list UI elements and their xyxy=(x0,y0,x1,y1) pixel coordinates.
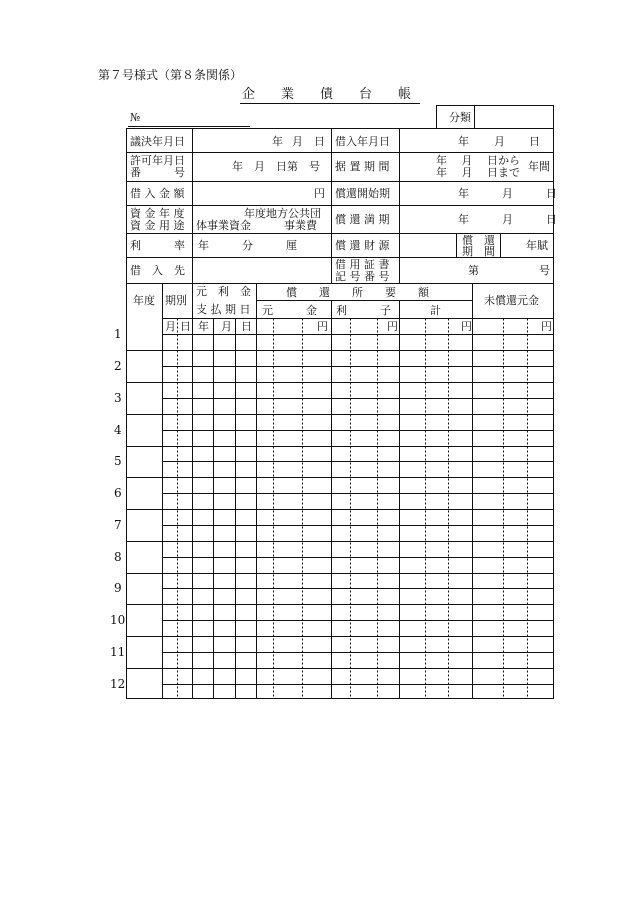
unit-yen-unpaid: 円 xyxy=(541,320,552,333)
repay-start-units: 年 月 日 xyxy=(458,187,557,200)
row-number: 7 xyxy=(114,518,122,532)
unit-month-2: 月 xyxy=(221,320,232,333)
bond-dai: 第 xyxy=(468,264,479,277)
row-number: 9 xyxy=(114,581,122,595)
resolution-day-unit: 日 xyxy=(314,135,325,148)
grace-to: 年 月 日まで xyxy=(436,166,520,179)
bond-label-2: 記 号 番 号 xyxy=(335,270,390,283)
resolution-date-label: 議決年月日 xyxy=(130,135,185,148)
form-label: 第７号様式（第８条関係） xyxy=(98,68,243,82)
repay-method-1: 償 還 xyxy=(462,234,495,247)
lender-label: 借 入 先 xyxy=(130,264,185,277)
bond-go: 号 xyxy=(539,264,550,277)
row-number: 4 xyxy=(114,423,122,437)
maturity-units: 年 月 日 xyxy=(458,213,557,226)
borrow-year-unit: 年 xyxy=(458,135,469,148)
bond-label-1: 借 用 証 書 xyxy=(335,258,390,271)
col-repay-header: 償 還 所 要 額 xyxy=(286,286,429,299)
no-label: № xyxy=(130,111,141,124)
row-number: 1 xyxy=(114,327,122,341)
fund-use-label: 資 金 用 途 xyxy=(130,219,185,232)
col-year-header: 年度 xyxy=(133,294,155,307)
row-number: 8 xyxy=(114,550,122,564)
permit-units: 年 月 日第 号 xyxy=(232,160,320,173)
resolution-year-unit: 年 xyxy=(272,135,283,148)
repay-source-label: 償 還 財 源 xyxy=(335,239,390,252)
grace-years: 年間 xyxy=(528,160,550,173)
col-period-header: 期別 xyxy=(165,294,187,307)
unit-day: 日 xyxy=(180,320,191,333)
grace-from: 年 月 日から xyxy=(436,154,520,167)
interest-label: 利 率 xyxy=(130,239,185,252)
maturity-label: 償 還 満 期 xyxy=(335,213,390,226)
form-title: 企 業 債 台 帳 xyxy=(242,87,412,102)
borrow-day-unit: 日 xyxy=(529,135,540,148)
row-number: 5 xyxy=(114,454,122,468)
unit-day-2: 日 xyxy=(241,320,252,333)
col-payment-header-1: 元 利 金 xyxy=(196,285,251,298)
unit-year: 年 xyxy=(198,320,209,333)
unit-yen-principal: 円 xyxy=(317,320,328,333)
unit-yen-total: 円 xyxy=(461,320,472,333)
repay-method-unit: 年賦 xyxy=(526,239,548,252)
permit-number-label: 番 号 xyxy=(130,166,185,179)
classification-label: 分類 xyxy=(449,111,471,124)
fund-use-value: 体事業資金 事業費 xyxy=(196,219,317,232)
repay-start-label: 償還開始期 xyxy=(335,187,390,200)
row-number: 3 xyxy=(114,391,122,405)
col-total-header: 計 xyxy=(430,304,441,317)
col-principal-header: 元 金 xyxy=(262,304,317,317)
row-number: 6 xyxy=(114,486,122,500)
borrow-month-unit: 月 xyxy=(494,135,505,148)
row-number: 2 xyxy=(114,359,122,373)
repay-method-2: 期 間 xyxy=(462,245,495,258)
row-number: 10 xyxy=(110,613,126,627)
fund-year-label: 資 金 年 度 xyxy=(130,207,185,220)
unit-month: 月 xyxy=(165,320,176,333)
fund-year-value: 年度地方公共団 xyxy=(244,207,321,220)
permit-date-label: 許可年月日 xyxy=(130,154,185,167)
interest-units: 年 分 厘 xyxy=(198,239,297,252)
borrow-date-label: 借入年月日 xyxy=(335,135,390,148)
col-interest-header: 利 子 xyxy=(336,304,391,317)
col-payment-header-2: 支 払 期 日 xyxy=(196,303,251,316)
resolution-month-unit: 月 xyxy=(292,135,303,148)
amount-label: 借 入 金 額 xyxy=(130,187,185,200)
col-unpaid-header: 未償還元金 xyxy=(484,294,539,307)
row-number: 12 xyxy=(110,677,126,691)
grace-period-label: 据 置 期 間 xyxy=(335,160,390,173)
unit-yen-interest: 円 xyxy=(387,320,398,333)
amount-unit: 円 xyxy=(314,187,325,200)
row-number: 11 xyxy=(110,645,126,659)
